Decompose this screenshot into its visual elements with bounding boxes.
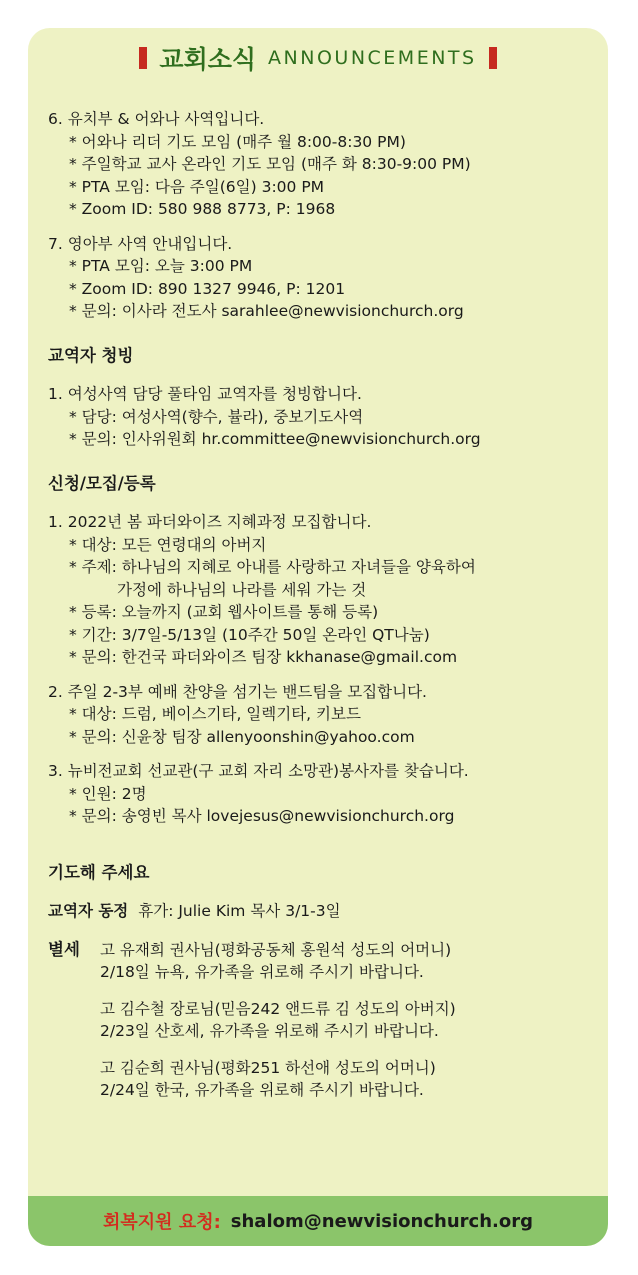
condolence-block: [48, 939, 600, 1116]
title-english: ANNOUNCEMENTS: [268, 47, 477, 69]
item-title: 6. 유치부 & 어와나 사역입니다.: [48, 110, 265, 128]
announcement-item-6: [48, 108, 600, 221]
item-title: 3. 뉴비전교회 선교관(구 교회 자리 소망관)봉사자를 찾습니다.: [48, 762, 469, 780]
apply-item-3: [48, 760, 600, 828]
item-line: * PTA 모임: 다음 주일(6일) 3:00 PM: [69, 177, 325, 196]
item-title: 7. 영아부 사역 안내입니다.: [48, 234, 233, 253]
section-heading-apply: 신청/모집/등록: [48, 473, 156, 493]
item-line: * 주제: 하나님의 지혜로 아내를 사랑하고 자녀들을 양육하여: [69, 558, 476, 576]
staff-news-label: 교역자 동정: [48, 902, 129, 920]
item-line: * 등록: 오늘까지 (교회 웹사이트를 통해 등록): [69, 603, 379, 621]
condolence-entry: [100, 939, 600, 984]
title-korean: 교회소식: [159, 45, 257, 74]
announcement-item-7: [48, 233, 600, 323]
item-line: * PTA 모임: 오늘 3:00 PM: [69, 257, 253, 275]
item-line: * Zoom ID: 890 1327 9946, P: 1201: [69, 279, 346, 298]
apply-item-1: [48, 511, 600, 669]
announcements-card: [28, 28, 608, 1246]
item-line: * 담당: 여성사역(향수, 뷸라), 중보기도사역: [69, 407, 364, 426]
item-line: * 주일학교 교사 온라인 기도 모임 (매주 화 8:30-9:00 PM): [69, 155, 471, 173]
condolence-line: 고 유재희 권사님(평화공동체 홍원석 성도의 어머니): [100, 940, 452, 959]
item-title: 1. 여성사역 담당 풀타임 교역자를 청빙합니다.: [48, 385, 362, 403]
condolence-line: 2/18일 뉴욕, 유가족을 위로해 주시기 바랍니다.: [100, 963, 424, 981]
item-line: * 인원: 2명: [69, 784, 147, 803]
item-line: * 기간: 3/7일-5/13일 (10주간 50일 온라인 QT나눔): [69, 625, 430, 644]
item-line-continuation: 가정에 하나님의 나라를 세워 가는 것: [117, 580, 367, 599]
apply-item-2: [48, 681, 600, 749]
item-title: 2. 주일 2-3부 예배 찬양을 섬기는 밴드팀을 모집합니다.: [48, 682, 427, 701]
item-line: * 문의: 이사라 전도사 sarahlee@newvisionchurch.org: [69, 302, 464, 320]
condolence-entry: [100, 1057, 600, 1102]
footer-bar: [28, 1196, 608, 1246]
left-bar-decoration: [139, 47, 147, 69]
footer-email-link[interactable]: shalom@newvisionchurch.org: [230, 1210, 533, 1232]
item-line: * 대상: 드럼, 베이스기타, 일렉기타, 키보드: [69, 705, 361, 723]
condolence-line: 2/24일 한국, 유가족을 위로해 주시기 바랍니다.: [100, 1081, 424, 1099]
item-title: 1. 2022년 봄 파더와이즈 지혜과정 모집합니다.: [48, 513, 372, 531]
item-line: * 대상: 모든 연령대의 아버지: [69, 535, 267, 554]
item-line: * 문의: 인사위원회 hr.committee@newvisionchurch.org: [69, 430, 481, 448]
item-line: * Zoom ID: 580 988 8773, P: 1968: [69, 200, 336, 218]
staff-news: [48, 900, 600, 923]
announcements-content: [48, 108, 600, 1116]
condolence-line: 2/23일 산호세, 유가족을 위로해 주시기 바랍니다.: [100, 1022, 439, 1040]
section-heading-prayer: 기도해 주세요: [48, 862, 150, 882]
recruit-item-1: [48, 383, 600, 451]
item-line: * 문의: 신윤창 팀장 allenyoonshin@yahoo.com: [69, 727, 415, 746]
condolence-line: 고 김순희 권사님(평화251 하선애 성도의 어머니): [100, 1058, 436, 1077]
condolence-entries: [100, 939, 600, 1116]
card-header: [28, 38, 608, 78]
right-bar-decoration: [489, 47, 497, 69]
condolence-entry: [100, 998, 600, 1043]
item-line: * 문의: 송영빈 목사 lovejesus@newvisionchurch.org: [69, 807, 455, 825]
item-line: * 어와나 리더 기도 모임 (매주 월 8:00-8:30 PM): [69, 132, 406, 151]
section-heading-recruit: 교역자 청빙: [48, 345, 134, 365]
item-line: * 문의: 한건국 파더와이즈 팀장 kkhanase@gmail.com: [69, 648, 458, 666]
condolence-label: 별세: [48, 939, 80, 959]
condolence-line: 고 김수철 장로님(믿음242 앤드류 김 성도의 아버지): [100, 999, 456, 1018]
staff-news-text: 휴가: Julie Kim 목사 3/1-3일: [138, 902, 341, 920]
footer-label: 회복지원 요청:: [102, 1212, 221, 1233]
